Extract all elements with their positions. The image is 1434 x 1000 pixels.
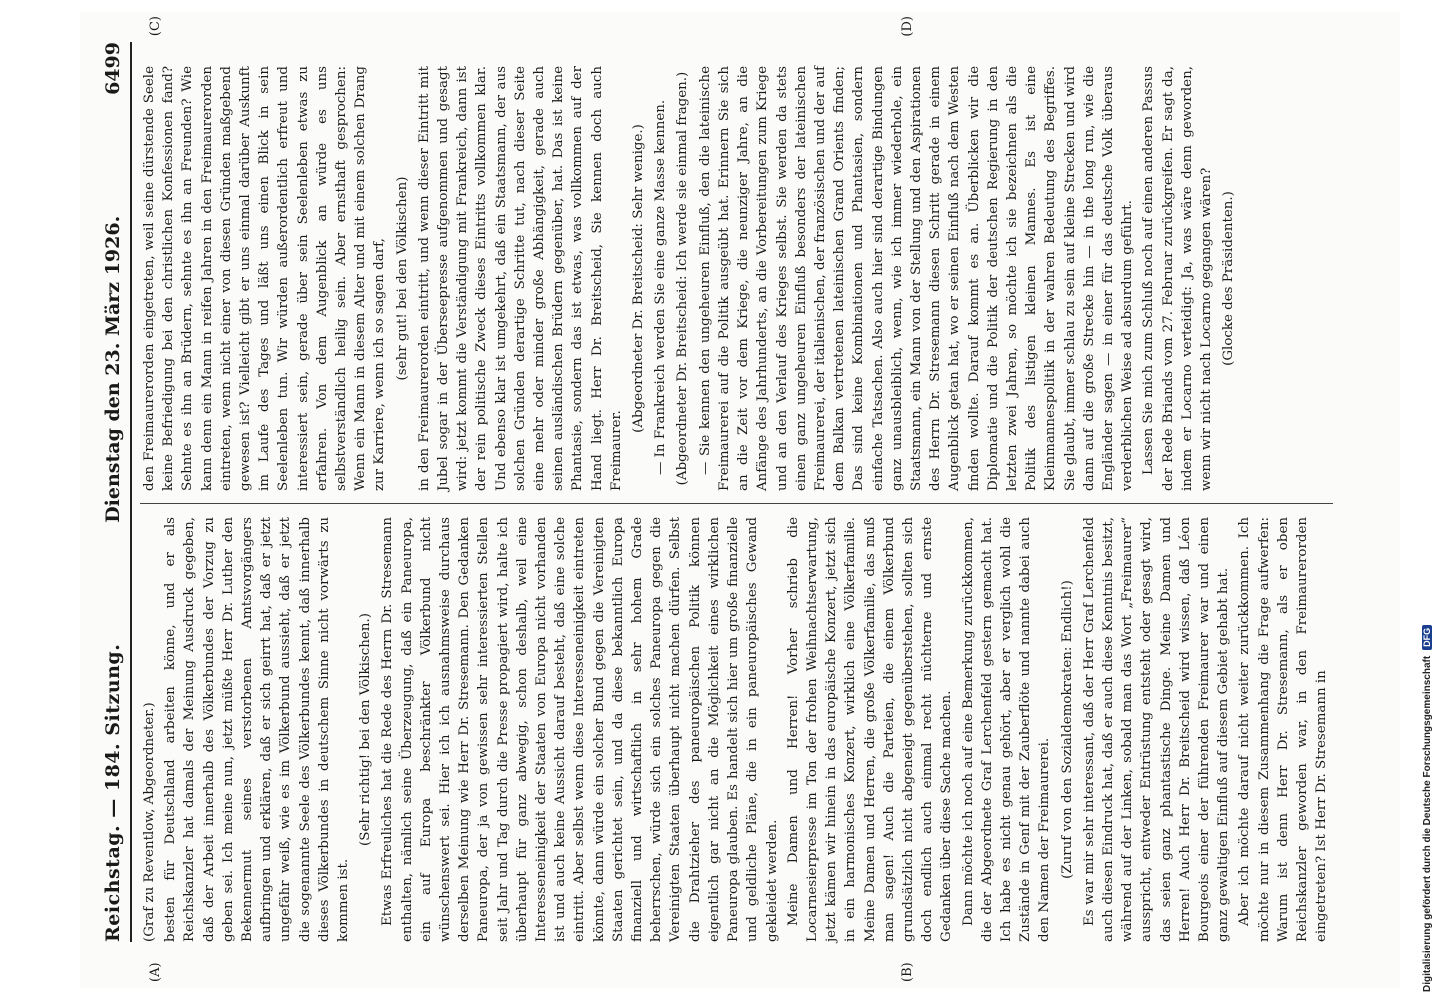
margin-marker-b: (B) (900, 962, 915, 982)
header-date: Dienstag den 23. März 1926. (102, 215, 124, 523)
text-columns (140, 16, 1333, 982)
page-header (102, 42, 132, 942)
interjection: (Zuruf von den Sozialdemokraten: Endlich!) (1059, 580, 1075, 879)
interjection: (sehr gut! bei den Völkischen) (394, 176, 410, 381)
interjection: (Sehr richtig! bei den Völkischen.) (358, 613, 374, 846)
interjection: (Abgeordneter Dr. Breitscheid: Ich werde sie einmal fragen.) (675, 71, 691, 486)
attribution-sidebar (1420, 0, 1434, 1000)
paragraph: Es war mir sehr interessant, daß der Herr Graf Lerchenfeld auch diesen Eindruck hat, daß er auch diese Kenntnis besitzt, während auf der Linken, sobald man das Wort „Freimaurer“ ausspricht, entweder Entrüstung entsteht oder gesagt wird, das seien ganz phantastische Dinge. Meine Damen und Herren! Auch Herr Dr. Breitscheid wird wissen, daß Léon Bourgeois einer der führenden Freimaurer war und einen ganz gewaltigen Einfluß auf diesem Gebiet gehabt hat. (1081, 517, 1232, 942)
column-divider (140, 503, 1333, 504)
attribution-text-row (1420, 0, 1434, 1000)
header-session: Reichstag. — 184. Sitzung. (102, 643, 124, 942)
left-column (140, 517, 1333, 942)
attribution-text: Digitalisierung gefördert durch die Deutsche Forschungsgemeinschaft (1421, 655, 1433, 992)
paragraph: Meine Damen und Herren! Vorher schrieb die Locarnesierpresse im Ton der frohen Weihnachtserwartung, jetzt kämen wir hinein in das europäische Konzert, jetzt sich in ein harmonisches Konzert, wirklich eine Völkerfamilie. Meine Damen und Herren, die große Völkerfamilie, das muß man sagen! Auch die Parteien, die einem Völkerbund grundsätzlich nicht abgeneigt gegenüberstehen, sollten sich doch endlich auch einmal recht nüchterne und ernste Gedanken über diese Sache machen. (785, 517, 955, 942)
margin-marker-d: (D) (900, 16, 915, 37)
paragraph: Dann möchte ich noch auf eine Bemerkung zurückkommen, die der Abgeordnete Graf Lerchenfeld gestern gemacht hat. Ich habe es nicht genau gehört, aber er verglich wohl die Zustände in Genf mit der Zauberflöte und nannte dabei auch den Namen der Freimaurerei. (960, 517, 1053, 942)
interjection: (Abgeordneter Dr. Breitscheid: Sehr wenige.) (631, 124, 647, 433)
margin-marker-a: (A) (148, 962, 163, 982)
paragraph: den Freimaurerorden eingetreten, weil seine dürstende Seele keine Befriedigung bei den christlichen Konfessionen fand? Sehnte es ihn an Brüdern, sehnte es ihn an Freunden? Wie kann denn ein Mann in reifen Jahren in den Freimaurerorden eintreten, wenn nicht einer von diesen Gründen maßgebend gewesen ist? Vielleicht gibt er uns einmal darüber Auskunft im Laufe des Tages und läßt uns einen Blick in sein Seelenleben tun. Wir würden außerordentlich erfreut und interessiert sein, gerade über sein Seelenleben etwas zu erfahren. Von dem Augenblick an würde es uns selbstverständlich heilig sein. Aber ernsthaft gesprochen: Wenn ein Mann in diesem Alter und mit einem solchen Drang zur Karriere, wenn ich so sagen darf, (142, 66, 388, 491)
scanned-page (80, 12, 1400, 988)
rotated-sheet (80, 12, 1400, 988)
right-column (140, 66, 1333, 491)
margin-marker-c: (C) (148, 16, 163, 37)
paragraph: besten für Deutschland arbeiten könne, und er als Reichskanzler hat damals der Meinung Ausdruck gegeben, daß der Arbeit innerhalb des Völkerbundes der Vorzug zu geben sei. Ich meine nun, jetzt müßte Herr Dr. Luther den Bekennermut seines verstorbenen Amtsvorgängers aufbringen und erklären, daß er sich geirrt hat, daß er jetzt ungefähr weiß, wie es im Völkerbund aussieht, daß er jetzt die sogenannte Seele des Völkerbundes kennt, daß innerhalb dieses Völkerbundes in deutschem Sinne nicht vorwärts zu kommen ist. (163, 517, 352, 942)
paragraph: Lassen Sie mich zum Schluß noch auf einen anderen Passus der Rede Briands vom 27. Februar zurückgreifen. Er sagt da, indem er Locarno verteidigt: Ja, was wäre denn geworden, wenn wir nicht nach Locarno gegangen wären? (1141, 66, 1214, 491)
interjection: (Glocke des Präsidenten.) (1221, 191, 1237, 366)
paragraph: Etwas Erfreuliches hat die Rede des Herrn Dr. Stresemann enthalten, nämlich seine Überzeugung, daß ein Paneuropa, ein auf Europa beschränkter Völkerbund nicht wünschenswert sei. Hier ich ich ausnahmsweise durchaus derselben Meinung wie Herr Dr. Stresemann. Den Gedanken Paneuropa, der ja von gewissen sehr interessierten Stellen seit Jahr und Tag durch die Presse propagiert wird, halte ich überhaupt für ganz abwegig, schon deshalb, weil eine Interesseneinigkeit der Staaten von Europa nicht vorhanden ist und auch keine Aussicht darauf besteht, daß eine solche eintritt. Aber selbst wenn diese Interesseneinigkeit eintreten könnte, dann würde ein solcher Bund gegen die Vereinigten Staaten gerichtet sein, und da diese bekanntlich Europa finanziell und wirtschaftlich in sehr hohem Grade beherrschen, würde sich ein solches Paneuropa gegen die Vereinigten Staaten überhaupt nicht machen dürfen. Selbst die Drahtzieher des paneuropäischen Politik können eigentlich gar nicht an die Möglichkeit eines wirklichen Paneuropa glauben. Es handelt sich hier um große finanzielle und geldliche Pläne, die in ein paneuropäisches Gewand gekleidet werden. (380, 517, 780, 942)
dfg-logo: DFG (1422, 625, 1432, 650)
paragraph: — Sie kennen den ungeheuren Einfluß, den die lateinische Freimaurerei auf die Politik ausgeübt hat. Erinnern Sie sich an die Zeit vor dem Kriege, die neunziger Jahre, an die Anfänge des Jahrhunderts, an die Vorbereitungen zum Kriege und an den Verlauf des Krieges selbst. Sie werden da stets einen ganz ungeheuren Einfluß besonders der lateinischen Freimaurerei, der italienischen, der französischen und der auf dem Balkan vertretenen lateinischen Grand Orients finden; Das sind keine Kombinationen und Phantasien, sondern einfache Tatsachen. Also auch hier sind derartige Bindungen ganz unausbleiblich, wenn, wie ich immer wiederhole, ein Staatsmann, ein Mann von der Stellung und den Aspirationen des Herrn Dr. Stresemann diesen Schritt gerade in einem Augenblick getan hat, wo er seinen Einfluß nach dem Westen finden wollte. Darauf kommt es an. Überblicken wir die Diplomatie und die Politik der deutschen Regierung in den letzten zwei Jahren, so möchte ich sie bezeichnen als die Politik des listigen kleinen Mannes. Es ist eine Kleinmannespolitik in der wahren Bedeutung des Begriffes. Sie glaubt, immer schlau zu sein auf kleine Strecken und wird dann auf die große Strecke hin — in the long run, wie die Engländer sagen — in einer für das deutsche Volk überaus verderblichen Weise ad absurdum geführt. (697, 66, 1136, 491)
paragraph: in den Freimaurerorden eintritt, und wenn dieser Eintritt mit Jubel sogar in der Überseepresse aufgenommen und gesagt wird: jetzt kommt die Verständigung mit Frankreich, dann ist der rein politische Zweck dieses Eintritts vollkommen klar. Und ebenso klar ist umgekehrt, daß ein Staatsmann, der aus solchen Gründen derartige Schritte tut, nach dieser Seite eine mehr oder minder große Abhängigkeit, gerade auch seinen ausländischen Brüdern gegenüber, hat. Das ist keine Phantasie, sondern das ist etwas, was vollkommen auf der Hand liegt. Herr Dr. Breitscheid, Sie kennen doch auch Freimaurer. (416, 66, 624, 491)
paragraph: Aber ich möchte darauf nicht weiter zurückkommen. Ich möchte nur in diesem Zusammenhang die Frage aufwerfen: Warum ist denn Herr Dr. Stresemann, als er oben Reichskanzler geworden war, in den Freimaurerorden eingetreten? Ist Herr Dr. Stresemann in (1237, 517, 1330, 942)
paragraph: (Graf zu Reventlow, Abgeordneter.) (142, 702, 157, 942)
paragraph: — In Frankreich werden Sie eine ganze Masse kennen. (653, 99, 669, 475)
page-number: 6499 (102, 42, 124, 95)
